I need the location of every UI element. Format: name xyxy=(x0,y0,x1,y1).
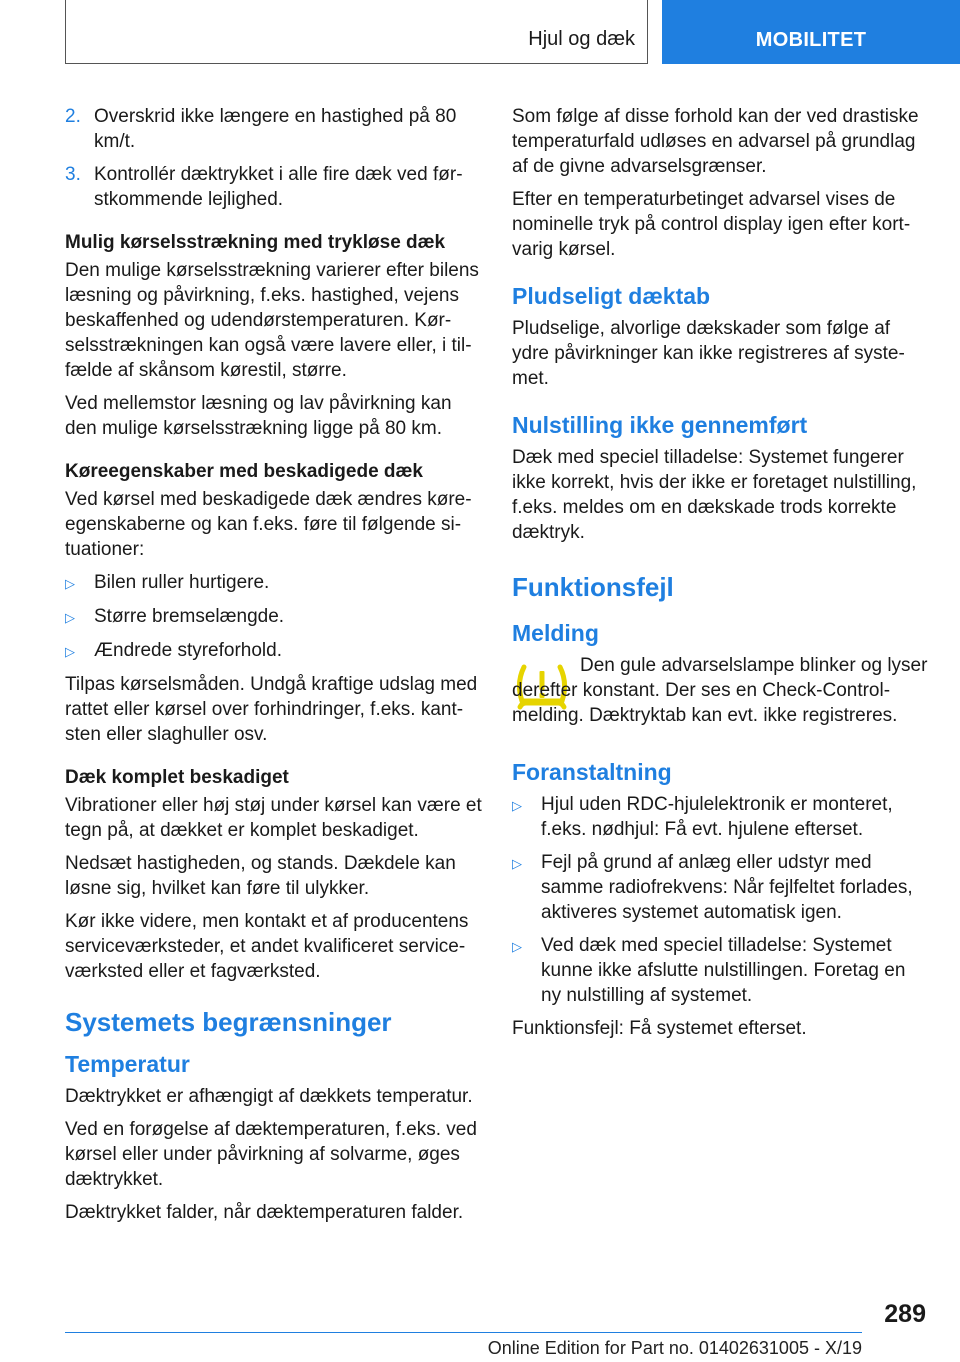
damage-heading: Dæk komplet beskadiget xyxy=(65,767,289,788)
paragraph: Dæktrykket falder, når dæktemperaturen falder. xyxy=(65,1202,464,1223)
page-number: 289 xyxy=(884,1300,926,1328)
edition-footer: Online Edition for Part no. 01402631005 - X/19 xyxy=(487,1338,862,1358)
list-text: Ændrede styreforhold. xyxy=(94,640,282,661)
paragraph: Den mulige kørselsstrækning varierer efter bilens læsning og påvirkning, f.eks. hastighed, vejens beskaffenhed og udendørstemperaturen. Kørselsstrækningen kan også være lavere eller, i tilfælde af skånsom kørestil, større. xyxy=(65,260,479,381)
paragraph: Ved mellemstor læsning og lav påvirkning kan den mulige kørselsstrækning ligge på 80 km. xyxy=(65,393,452,439)
bullet-triangle-icon: ▷ xyxy=(65,610,75,625)
fault-heading: Funktionsfejl xyxy=(512,572,674,602)
paragraph: Dæk med speciel tilladelse: Systemet fungerer ikke korrekt, hvis der ikke er foretaget nulstilling, f.eks. meldes om en dækskade trods korrekte dæktryk. xyxy=(512,447,917,543)
list-item xyxy=(512,792,930,842)
paragraph: Nedsæt hastigheden, og stands. Dækdele kan løsne sig, hvilket kan føre til ulykker. xyxy=(65,853,456,899)
list-text: Større bremselængde. xyxy=(94,606,285,627)
list-item xyxy=(65,638,483,664)
step-number: 2. xyxy=(65,106,81,127)
list-item xyxy=(512,850,930,925)
left-column xyxy=(65,104,483,1233)
list-text: Hjul uden RDC-hjulelektronik er monteret, f.eks. nødhjul: Få evt. hjulene efterset. xyxy=(541,794,893,840)
paragraph: Som følge af disse forhold kan der ved drastiske temperaturfald udløses en advarsel på grundlag af de givne advarselsgrænser. xyxy=(512,106,919,177)
paragraph: Ved en forøgelse af dæktemperaturen, f.eks. ved kørsel eller under påvirkning af solvarme, øges dæktrykket. xyxy=(65,1119,477,1190)
bullet-triangle-icon: ▷ xyxy=(65,576,75,591)
step-text: Overskrid ikke længere en hastighed på 80 km/t. xyxy=(94,106,457,152)
list-item xyxy=(65,604,483,630)
list-text: Bilen ruller hurtigere. xyxy=(94,572,270,593)
list-text: Fejl på grund af anlæg eller udstyr med samme radiofrekvens: Når fejlfeltet forlades, aktiveres systemet automatisk igen. xyxy=(541,852,913,923)
paragraph: Ved kørsel med beskadigede dæk ændres køreegenskaberne og kan f.eks. føre til følgende situationer: xyxy=(65,489,472,560)
bullet-triangle-icon: ▷ xyxy=(512,939,522,954)
right-column xyxy=(512,104,930,1049)
bullet-triangle-icon: ▷ xyxy=(512,856,522,871)
bullet-triangle-icon: ▷ xyxy=(512,798,522,813)
paragraph: Efter en temperaturbetinget advarsel vises de nominelle tryk på control display igen efter kortvarig kørsel. xyxy=(512,189,911,260)
limits-heading: Systemets begrænsninger xyxy=(65,1007,392,1037)
reset-heading: Nulstilling ikke gennemført xyxy=(512,412,808,438)
paragraph: Vibrationer eller høj støj under kørsel kan være et tegn på, at dækket er komplet beskadiget. xyxy=(65,795,482,841)
step-number: 3. xyxy=(65,164,81,185)
paragraph: Pludselige, alvorlige dækskader som følge af ydre påvirkninger kan ikke registreres af systemet. xyxy=(512,318,905,389)
list-item xyxy=(65,570,483,596)
paragraph: Den gule advarselslampe blinker og lyser derefter konstant. Der ses en Check-Control-melding. Dæktryktab kan evt. ikke registreres. xyxy=(512,655,928,726)
chapter-tab[interactable] xyxy=(662,0,960,64)
section-title: Hjul og dæk xyxy=(528,28,635,50)
bullet-triangle-icon: ▷ xyxy=(65,644,75,659)
paragraph: Funktionsfejl: Få systemet efterset. xyxy=(512,1018,807,1039)
paragraph: Tilpas kørselsmåden. Undgå kraftige udslag med rattet eller kørsel over forhindringer, f.eks. kantsten eller slaghuller osv. xyxy=(65,674,478,745)
step-text: Kontrollér dæktrykket i alle fire dæk ved førstkommende lejlighed. xyxy=(94,164,463,210)
footer-divider xyxy=(65,1332,862,1333)
temperature-heading: Temperatur xyxy=(65,1051,190,1077)
range-heading: Mulig kørselsstrækning med trykløse dæk xyxy=(65,232,446,253)
driving-heading: Køreegenskaber med beskadigede dæk xyxy=(65,461,423,482)
paragraph: Kør ikke videre, men kontakt et af producentens serviceværksteder, et andet kvalificeret serviceværksted eller et fagværksted. xyxy=(65,911,469,982)
paragraph: Dæktrykket er afhængigt af dækkets temperatur. xyxy=(65,1086,473,1107)
message-heading: Melding xyxy=(512,620,599,646)
step-item xyxy=(65,104,483,154)
measures-heading: Foranstaltning xyxy=(512,759,672,785)
step-item xyxy=(65,162,483,212)
sudden-loss-heading: Pludseligt dæktab xyxy=(512,283,711,309)
list-item xyxy=(512,933,930,1008)
list-text: Ved dæk med speciel tilladelse: Systemet kunne ikke afslutte nulstillingen. Foretag en ny nulstilling af systemet. xyxy=(541,935,906,1006)
message-block xyxy=(512,653,930,736)
chapter-tab-label: MOBILITET xyxy=(755,29,867,51)
